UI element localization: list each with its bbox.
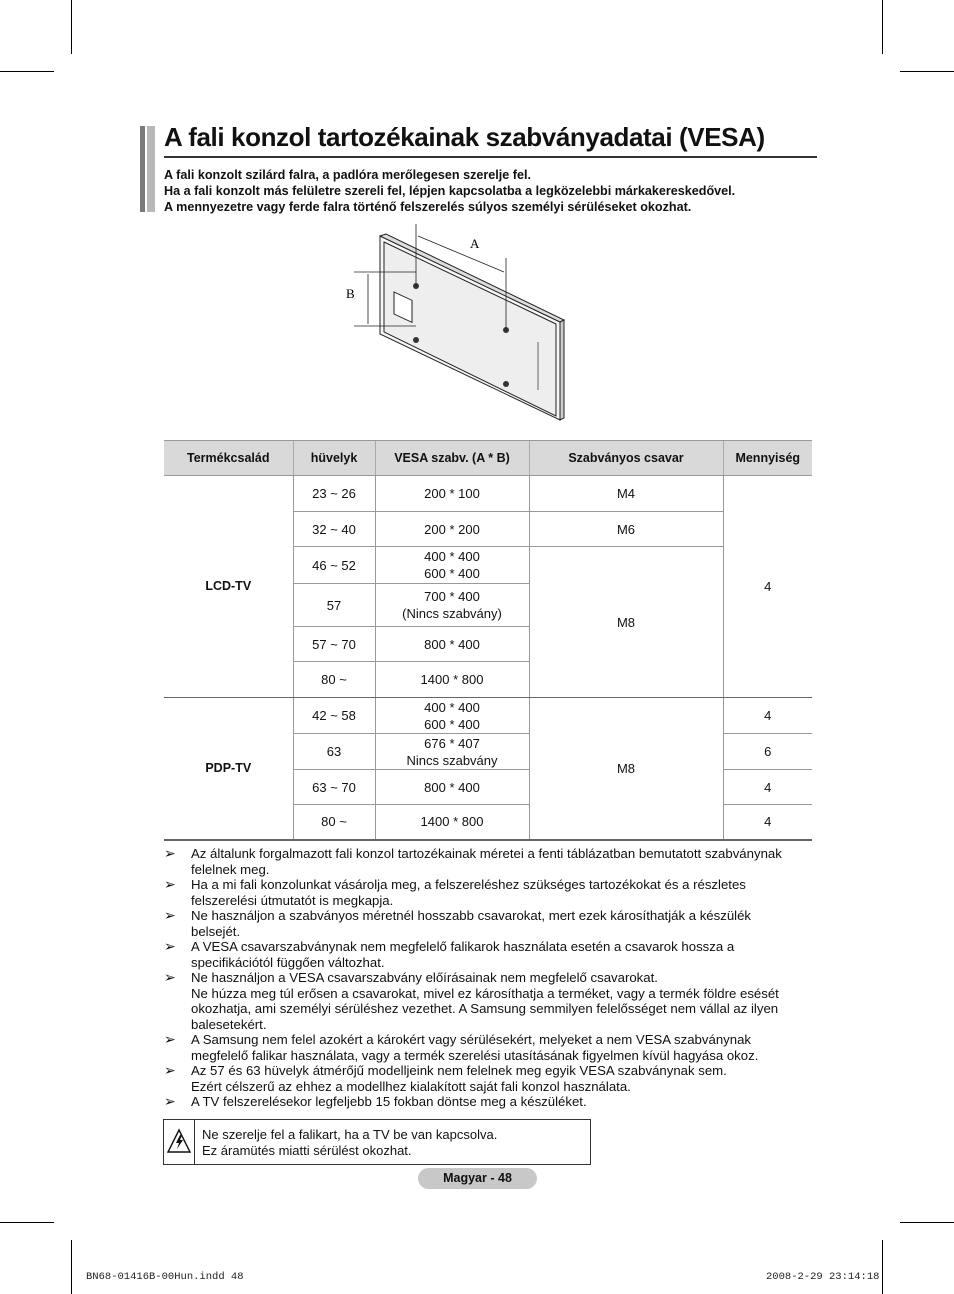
crop-mark xyxy=(71,1240,72,1294)
crop-mark xyxy=(882,1240,883,1294)
dimension-label-a: A xyxy=(470,236,480,251)
warning-box xyxy=(163,1119,591,1165)
header-product-family: Termékcsalád xyxy=(164,441,293,476)
arrow-bullet-icon: ➢ xyxy=(164,907,176,923)
inch-cell: 80 ~ xyxy=(293,662,375,698)
vesa-cell xyxy=(375,584,529,627)
note-line: Ne használjon a szabványos méretnél hosszabb csavarokat, mert ezek károsíthatják a készülék xyxy=(191,908,752,923)
note-line: felelnek meg. xyxy=(191,861,270,877)
intro-text xyxy=(164,167,735,215)
warning-line: Ez áramütés miatti sérülést okozhat. xyxy=(202,1143,412,1158)
inch-cell: 57 ~ 70 xyxy=(293,627,375,662)
note-line: Az általunk forgalmazott fali konzol tartozékainak méretei a fenti táblázatban bemutatott szabványnak xyxy=(191,846,782,861)
header-inch: hüvelyk xyxy=(293,441,375,476)
list-item xyxy=(164,970,820,1032)
vesa-cell xyxy=(375,770,529,805)
footer-timestamp: 2008-2-29 23:14:18 xyxy=(766,1271,880,1283)
crop-mark xyxy=(900,1222,954,1223)
vesa-table xyxy=(164,440,812,841)
arrow-bullet-icon: ➢ xyxy=(164,938,176,954)
arrow-bullet-icon: ➢ xyxy=(164,1031,176,1047)
note-line: A VESA csavarszabványnak nem megfelelő falikarok használata esetén a csavarok hossza a xyxy=(191,939,735,954)
vesa-cell xyxy=(375,734,529,770)
list-item xyxy=(164,908,820,939)
note-line: Ne használjon a VESA csavarszabvány előírásainak nem megfelelő csavarokat. xyxy=(191,970,658,985)
quantity-cell: 4 xyxy=(723,770,812,805)
inch-cell: 46 ~ 52 xyxy=(293,547,375,584)
note-line: Ha a mi fali konzolunkat vásárolja meg, a felszereléshez szükséges tartozékokat és a részletes xyxy=(191,877,746,892)
notes-list xyxy=(164,846,820,1110)
screw-cell: M8 xyxy=(529,547,723,698)
intro-line: Ha a fali konzolt más felületre szereli fel, lépjen kapcsolatba a legközelebbi márkakereskedővel. xyxy=(164,184,736,198)
warning-line: Ne szerelje fel a falikart, ha a TV be van kapcsolva. xyxy=(202,1127,498,1142)
family-pdp: PDP-TV xyxy=(164,698,293,840)
vesa-cell xyxy=(375,476,529,512)
crop-mark xyxy=(0,71,54,72)
note-line: felszerelési útmutatót is megkapja. xyxy=(191,892,394,908)
vesa-value: 1400 * 800 xyxy=(420,672,484,687)
footer-file-info: BN68-01416B-00Hun.indd 48 xyxy=(86,1271,244,1283)
list-item xyxy=(164,1063,820,1094)
intro-line: A fali konzolt szilárd falra, a padlóra merőlegesen szerelje fel. xyxy=(164,168,531,182)
vesa-value: 800 * 400 xyxy=(424,779,480,795)
arrow-bullet-icon: ➢ xyxy=(164,969,176,985)
list-item xyxy=(164,939,820,970)
table-header-row xyxy=(164,441,812,476)
note-line: megfelelő falikar használata, vagy a termék szerelési utasításának figyelmen kívül hagyása okoz. xyxy=(191,1047,759,1063)
vesa-value: 400 * 400 xyxy=(424,699,480,715)
header-quantity: Mennyiség xyxy=(723,441,812,476)
arrow-bullet-icon: ➢ xyxy=(164,876,176,892)
inch-cell: 63 ~ 70 xyxy=(293,770,375,805)
crop-mark xyxy=(882,0,883,54)
title-divider xyxy=(164,156,817,158)
list-item xyxy=(164,1094,820,1110)
crop-mark xyxy=(0,1222,54,1223)
note-line: okozhatja, ami személyi sérüléshez vezethet. A Samsung semmilyen felelősséget nem vállal az ilyen xyxy=(191,1001,779,1016)
vesa-value: 700 * 400 xyxy=(424,589,480,604)
vesa-cell xyxy=(375,698,529,734)
vesa-value: 600 * 400 xyxy=(424,566,480,581)
inch-cell: 42 ~ 58 xyxy=(293,698,375,734)
table-row xyxy=(164,476,812,512)
vesa-value: 600 * 400 xyxy=(424,716,480,732)
note-line: Ne húzza meg túl erősen a csavarokat, mivel ez károsíthatja a terméket, vagy a termék földre esését xyxy=(191,985,779,1001)
inch-cell: 63 xyxy=(293,734,375,770)
quantity-cell: 4 xyxy=(723,805,812,840)
vesa-value: 800 * 400 xyxy=(424,636,480,652)
header-screw: Szabványos csavar xyxy=(529,441,723,476)
arrow-bullet-icon: ➢ xyxy=(164,1093,176,1109)
page-title: A fali konzol tartozékainak szabványadatai (VESA) xyxy=(164,122,765,152)
screw-cell: M4 xyxy=(529,476,723,512)
vesa-value: (Nincs szabvány) xyxy=(402,606,502,621)
dimension-label-b: B xyxy=(346,286,355,301)
vesa-cell xyxy=(375,547,529,584)
family-lcd: LCD-TV xyxy=(164,476,293,698)
note-line: A Samsung nem felel azokért a károkért vagy sérülésekért, melyeket a nem VESA szabványnak xyxy=(191,1032,752,1047)
quantity-cell: 4 xyxy=(723,698,812,734)
note-line: specifikációtól függően változhat. xyxy=(191,954,385,970)
screw-cell: M8 xyxy=(529,698,723,840)
tv-back-diagram xyxy=(338,222,568,432)
vesa-value: 1400 * 800 xyxy=(420,814,484,830)
inch-cell: 57 xyxy=(293,584,375,627)
note-line: Az 57 és 63 hüvelyk átmérőjű modelljeink nem felelnek meg egyik VESA szabványnak sem. xyxy=(191,1063,727,1078)
warning-icon-cell xyxy=(164,1120,195,1164)
quantity-cell: 6 xyxy=(723,734,812,770)
note-line: balesetekért. xyxy=(191,1016,267,1032)
inch-cell: 32 ~ 40 xyxy=(293,512,375,547)
inch-cell: 23 ~ 26 xyxy=(293,476,375,512)
vesa-value: 200 * 200 xyxy=(424,521,480,537)
inch-cell: 80 ~ xyxy=(293,805,375,840)
list-item xyxy=(164,877,820,908)
vesa-value: 200 * 100 xyxy=(424,486,480,501)
quantity-cell: 4 xyxy=(723,476,812,698)
vesa-cell xyxy=(375,512,529,547)
vesa-value: Nincs szabvány xyxy=(406,752,498,768)
list-item xyxy=(164,1032,820,1063)
note-line: belsejét. xyxy=(191,923,241,939)
warning-text xyxy=(202,1127,497,1159)
arrow-bullet-icon: ➢ xyxy=(164,1062,176,1078)
intro-line: A mennyezetre vagy ferde falra történő felszerelés súlyos személyi sérüléseket okozhat. xyxy=(164,200,692,214)
arrow-bullet-icon: ➢ xyxy=(164,845,176,861)
warning-icon xyxy=(164,1120,194,1164)
crop-mark xyxy=(71,0,72,54)
page-number: Magyar - 48 xyxy=(418,1168,537,1189)
crop-mark xyxy=(900,71,954,72)
table-row xyxy=(164,698,812,734)
screw-cell: M6 xyxy=(529,512,723,547)
vesa-value: 676 * 407 xyxy=(424,735,480,751)
vesa-cell xyxy=(375,805,529,840)
vesa-value: 400 * 400 xyxy=(424,549,480,564)
list-item xyxy=(164,846,820,877)
title-decoration xyxy=(140,126,156,212)
vesa-cell xyxy=(375,627,529,662)
vesa-cell xyxy=(375,662,529,698)
note-line: A TV felszerelésekor legfeljebb 15 fokban döntse meg a készüléket. xyxy=(191,1094,587,1109)
header-vesa: VESA szabv. (A * B) xyxy=(375,441,529,476)
note-line: Ezért célszerű az ehhez a modellhez kialakított saját fali konzol használata. xyxy=(191,1078,631,1094)
